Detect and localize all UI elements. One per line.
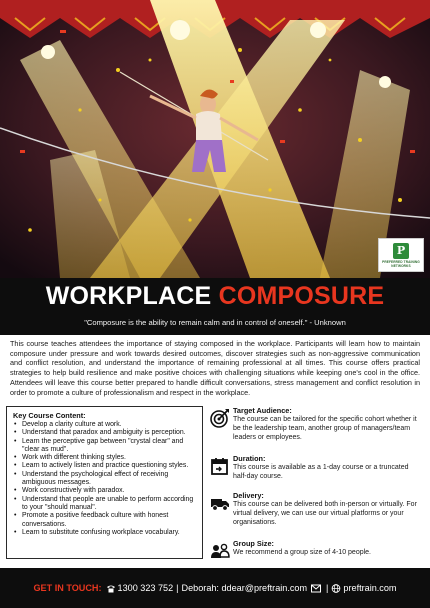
delivery-truck-icon	[210, 493, 230, 513]
group-label: Group Size:	[233, 539, 274, 548]
separator: |	[326, 583, 329, 593]
target-icon	[210, 408, 230, 428]
delivery-text: This course can be delivered both in-person or virtually. For virtual delivery, we can use our virtual platforms or your organisations.	[233, 501, 417, 527]
phone-icon	[106, 584, 116, 593]
website-link[interactable]: preftrain.com	[343, 583, 397, 593]
footer-contact-bar	[0, 568, 430, 608]
list-item: • Learn the perceptive gap between "crystal clear" and "clear as mud".	[13, 438, 197, 455]
delivery-label: Delivery:	[233, 491, 264, 500]
contact-email-link[interactable]: Deborah: ddear@preftrain.com	[181, 583, 308, 593]
key-content-title: Key Course Content:	[13, 411, 86, 420]
title-band	[0, 278, 430, 335]
title-part-2: COMPOSURE	[218, 282, 385, 310]
duration-label: Duration:	[233, 454, 266, 463]
info-duration	[210, 454, 424, 481]
list-item: • Understand that paradox and ambiguity is perception.	[13, 429, 197, 437]
email-icon	[311, 584, 321, 593]
list-item: • Understand that people are unable to perform according to your "should manual".	[13, 496, 197, 513]
get-in-touch-label: GET IN TOUCH:	[33, 583, 102, 593]
hero-illustration	[0, 0, 430, 278]
list-item: • Work with different thinking styles.	[13, 454, 197, 462]
list-item: • Learn to actively listen and practice questioning styles.	[13, 462, 197, 470]
separator: |	[176, 583, 179, 593]
page-title	[0, 282, 430, 311]
quote: "Composure is the ability to remain calm and in control of oneself." - Unknown	[84, 318, 346, 327]
list-item: • Promote a positive feedback culture with honest conversations.	[13, 512, 197, 529]
company-logo	[378, 238, 424, 272]
tightrope-walker-illustration	[0, 0, 430, 278]
list-item: • Develop a clarity culture at work.	[13, 421, 197, 429]
info-group-size	[210, 539, 424, 557]
group-icon	[210, 541, 230, 561]
list-item: • Understand the psychological effect of receiving ambiguous messages.	[13, 471, 197, 488]
key-content-list	[13, 421, 197, 537]
list-item: • Learn to substitute confusing workplace vocabulary.	[13, 529, 197, 537]
intro-paragraph: This course teaches attendees the importance of staying composed in the workplace. Participants will learn how to maintain composure under pressure and work towards desired outcomes, discover strategies such as non-aggressive communication and conflict resolution, and understand the importance of remaining professional at all times. This course offers practical strategies to help build resilience and make positive choices with challenging situations while keeping one's cool in the office. Attendees will leave this course better prepared to handle difficult conversations, stress management and conflict resolution in order to promote a culture of professionalism and respect in the workplace.	[10, 339, 420, 397]
globe-icon	[331, 584, 341, 593]
audience-label: Target Audience:	[233, 406, 292, 415]
logo-leaf-icon: P	[393, 243, 409, 259]
info-target-audience	[210, 406, 424, 443]
group-text: We recommend a group size of 4-10 people.	[233, 549, 372, 556]
logo-text: PREFERRED TRAINING NETWORKS	[382, 259, 420, 268]
phone-link[interactable]: 1300 323 752	[117, 583, 174, 593]
list-item: • Work constructively with paradox.	[13, 487, 197, 495]
title-part-1: WORKPLACE	[45, 282, 212, 310]
key-content-box	[6, 406, 203, 559]
info-delivery	[210, 491, 424, 528]
calendar-icon	[210, 456, 230, 476]
audience-text: The course can be tailored for the specific cohort whether it be the leadership team, another group of managers/team leaders or employees.	[233, 416, 417, 442]
duration-text: This course is available as a 1-day course or a truncated half-day course.	[233, 464, 409, 481]
